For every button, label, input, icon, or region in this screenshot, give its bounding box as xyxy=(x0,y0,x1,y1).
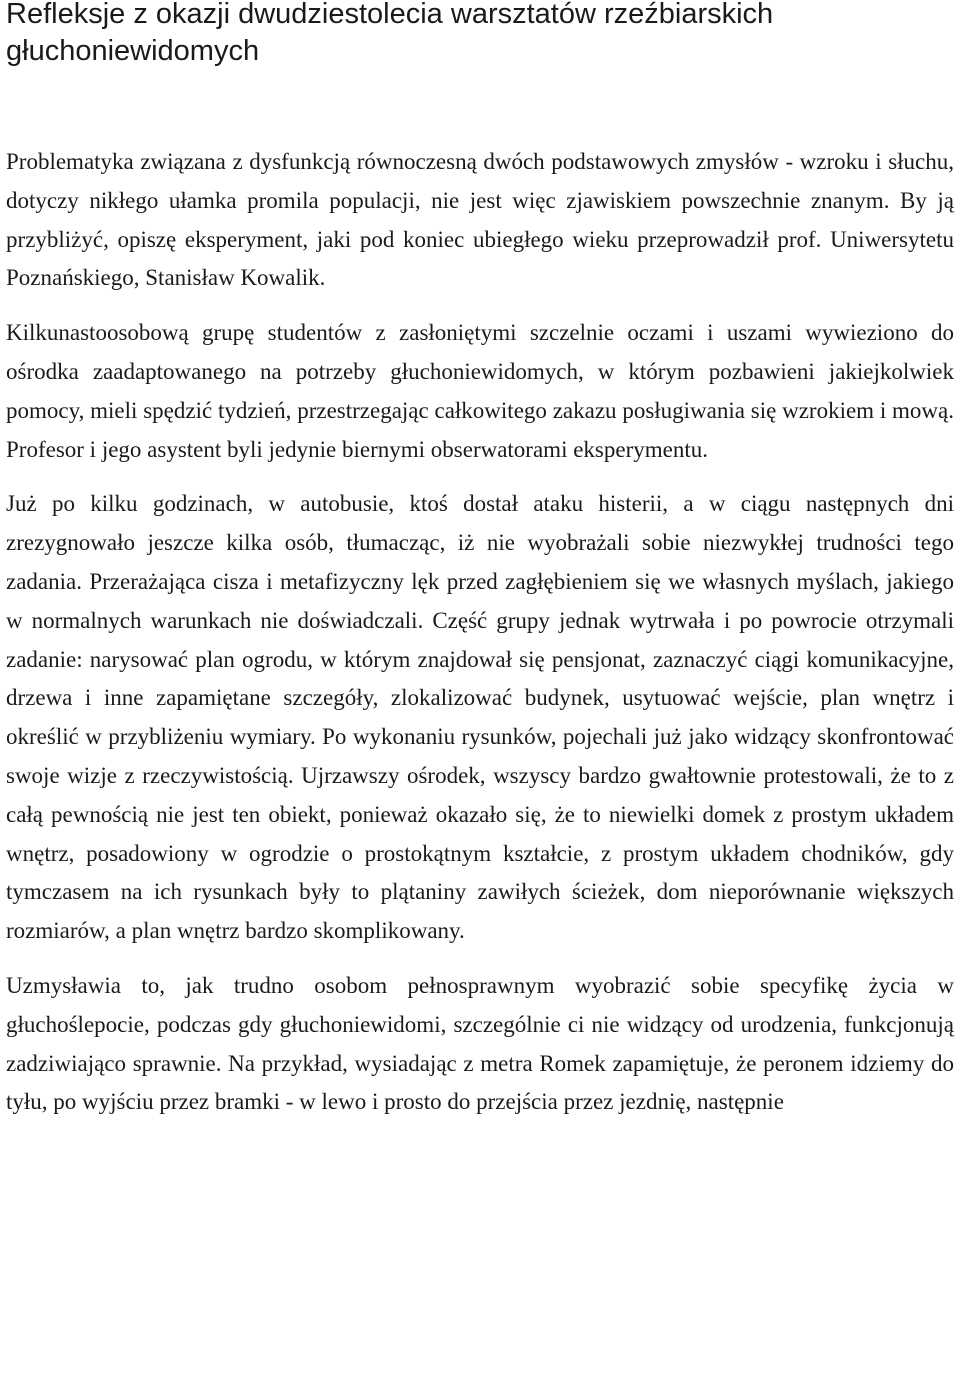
paragraph-conclusion: Uzmysławia to, jak trudno osobom pełnosprawnym wyobrazić sobie specyfikę życia w głuchoślepocie, podczas gdy głuchoniewidomi, szczególnie ci nie widzący od urodzenia, funkcjonują zadziwiająco sprawnie. Na przykład, wysiadając z metra Romek zapamiętuje, że peronem idziemy do tyłu, po wyjściu przez bramki - w lewo i prosto do przejścia przez jezdnię, następnie xyxy=(6,972,954,1115)
document-body xyxy=(6,143,954,1122)
paragraph-results: Już po kilku godzinach, w autobusie, ktoś dostał ataku histerii, a w ciągu następnych dni zrezygnowało jeszcze kilka osób, tłumacząc, iż nie wyobrażali sobie niezwykłej trudności tego zadania. Przerażająca cisza i metafizyczny lęk przed zagłębieniem się we własnych myślach, jakiego w normalnych warunkach nie doświadczali. Część grupy jednak wytrwała i po powrocie otrzymali zadanie: narysować plan ogrodu, w którym znajdował się pensjonat, zaznaczyć ciągi komunikacyjne, drzewa i inne zapamiętane szczegóły, zlokalizować budynek, usytuować wejście, plan wnętrz i określić w przybliżeniu wymiary. Po wykonaniu rysunków, pojechali już jako widzący skonfrontować swoje wizje z rzeczywistością. Ujrzawszy ośrodek, wszyscy bardzo gwałtownie protestowali, że to z całą pewnością nie jest ten obiekt, ponieważ okazało się, że to niewielki domek z prostym układem wnętrz, posadowiony w ogrodzie o prostokątnym kształcie, z prostym układem chodników, gdy tymczasem na ich rysunkach były to plątaniny zawiłych ścieżek, dom nieporównanie większych rozmiarów, a plan wnętrz bardzo skomplikowany. xyxy=(6,491,954,944)
paragraph-experiment: Kilkunastoosobową grupę studentów z zasłoniętymi szczelnie oczami i uszami wywieziono do ośrodka zaadaptowanego na potrzeby głuchoniewidomych, w którym pozbawieni jakiejkolwiek pomocy, mieli spędzić tydzień, przestrzegając całkowitego zakazu posługiwania się wzrokiem i mową. Profesor i jego asystent byli jedynie biernymi obserwatorami eksperymentu. xyxy=(6,320,954,462)
document-title: Refleksje z okazji dwudziestolecia warsztatów rzeźbiarskich głuchoniewidomych xyxy=(6,0,774,67)
paragraph-intro: Problematyka związana z dysfunkcją równoczesną dwóch podstawowych zmysłów - wzroku i słuchu, dotyczy nikłego ułamka promila populacji, nie jest więc zjawiskiem powszechnie znanym. By ją przybliżyć, opiszę eksperyment, jaki pod koniec ubiegłego wieku przeprowadził prof. Uniwersytetu Poznańskiego, Stanisław Kowalik. xyxy=(6,149,954,291)
